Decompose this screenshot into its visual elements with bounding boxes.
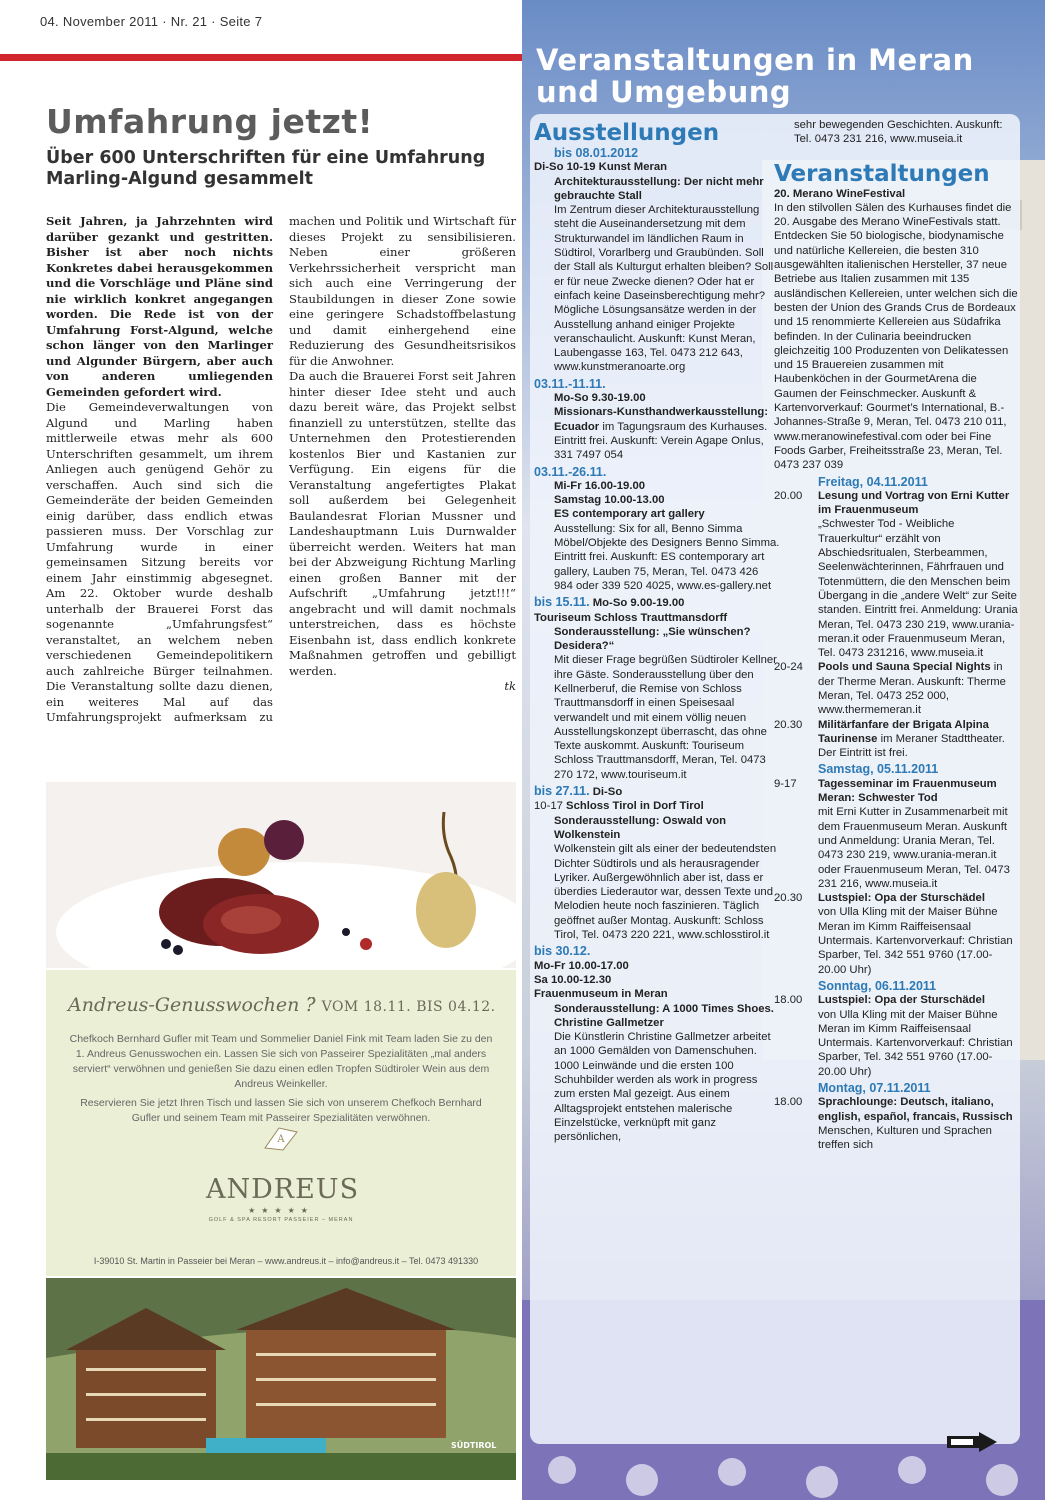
exhibition-date: bis 27.11.: [534, 784, 590, 799]
ad-tagline: GOLF & SPA RESORT PASSEIER – MERAN: [208, 1217, 354, 1223]
exhibition-place: Frauenmuseum in Meran: [534, 988, 668, 1001]
event-row: [774, 1095, 1020, 1152]
event-title: Sprachlounge: Deutsch, italiano, english, español, francais, Russisch: [818, 1096, 1013, 1123]
exhibition-date: bis 08.01.2012: [554, 146, 639, 160]
event-row: [774, 891, 1020, 977]
andreus-ad: [46, 970, 516, 1276]
event-text: In den stilvollen Sälen des Kurhauses findet die 20. Ausgabe des Merano WineFestivals statt. Entdecken Sie 50 biologische, biodynamische und natürliche Kellereien, die besten 310 ausgewählten italienischen Hersteller, 37 neue Betriebe aus Italien zusammen mit 135 ausländischen Kellereien, unter welchen sich die besten der Union des Grands Crus de Bordeaux und 15 renommierte Kellereien aus Südafrika befinden. In der Culinaria beeindrucken gleichzeitig 100 Produzenten von Delikatessen und 15 Brauereien zusammen mit Haubenköchen in der GourmetArena die Gaumen der Feinschmecker. Auskunft & Kartenvorverkauf: Gourmet’s International, B.-Johannes-Straße 9, Meran, Tel. 0473 210 011, www.meranowinefestival.com oder bei Fine Foods Garber, Freiheitsstraße 23, Meran, Tel. 0473 237 039: [774, 201, 1018, 472]
exhibition-place: Touriseum Schloss Trauttmansdorff: [534, 611, 728, 624]
article-paragraph: Die Gemeindeverwaltungen von Algund und Marling haben mittlerweile etwas mehr als 600 Unterschriften gesammelt, um ihrem Anliegen auch genügend Gehör zu verschaffen. Auch sind sich die Gemeinderäte der beiden Gemeinden einig darüber, dass endlich etwas passieren muss. Der Vorschlag zur Umfahrung wurde in einer gemeinsamen Sitzung bereits vor einem Jahr einstimmig abgesegnet. Am 22. Oktober wurde deshalb unterhalb der Brauerei Forst das sogenannte „Umfahrungsfest“ veranstaltet, an welchem neben verschiedenen Gemeindepolitikern auch zahlreiche Bürger teilnahmen. Die Veranstaltung sollte dazu dienen, ein weiteres Mal auf das Umfahrungsprojekt aufmerksam zu machen und Politik und Wirtschaft für dieses Projekt zu sensibilisieren. Neben einer größeren Verkehrssicherheit verspricht man sich auch eine Verringerung der Staubildungen in dieser Zone sowie eine geringere Schadstoffbelastung und damit einhergehend eine Reduzierung des Gesundheitsrisikos für die Anwohner.: [46, 214, 516, 724]
ad-paragraph: Chefkoch Bernhard Gufler mit Team und Sommelier Daniel Fink mit Team laden Sie zu den 1. Andreus Genusswochen ein. Lassen Sie sich von Passeirer Spezialitäten „mal anders serviert“ verwöhnen und genießen Sie dazu einen edlen Tropfen Südtiroler Wein aus dem Andreus Weinkeller.: [69, 1033, 493, 1090]
event-time: 20.30: [774, 892, 803, 905]
exhibition-item: [534, 391, 780, 462]
ad-text: [66, 1032, 496, 1126]
events-list-column: [774, 118, 1020, 1152]
ad-title-mark: ?̈: [305, 994, 322, 1016]
exhibition-time: Sa 10.00-12.30: [534, 973, 612, 986]
exhibitions-heading: Ausstellungen: [534, 120, 720, 146]
day-heading: Sonntag, 06.11.2011: [818, 978, 937, 993]
exhibition-item: [534, 595, 780, 782]
exhibition-item: [534, 784, 780, 942]
article-body: [46, 214, 516, 734]
day-heading: Freitag, 04.11.2011: [818, 474, 928, 489]
exhibition-time: Mo-So 9.00-19.00: [592, 597, 685, 610]
exhibition-text: Wolkenstein gilt als einer der bedeutendsten Dichter Südtirols und als herausragender Lyriker. Außergewöhnlich aber ist, dass er überdies Liederautor war, dessen Texte und Melodien heute noch faszinieren. Täglich geöffnet außer Montag. Auskunft: Schloss Tirol, Tel. 0473 220 221, www.schlosstirol.it: [554, 843, 777, 942]
exhibition-title: Missionars-Kunsthandwerkausstellung: Ecuador: [554, 406, 769, 433]
event-row: [774, 777, 1020, 891]
event-text: im Meraner Stadttheater. Der Eintritt ist frei.: [818, 732, 1005, 760]
exhibitions-column: [534, 120, 780, 1144]
exhibition-date: 03.11.-26.11.: [534, 464, 607, 479]
event-text: „Schwester Tod - Weibliche Trauerkultur“ erzählt von Abschiedsritualen, Sterbeammen, Seelenwächterinnen, Fährfrauen und Totenmüttern, die den Menschen beim Übergang in die „andere Welt“ zur Seite standen. Eintritt frei. Anmeldung: Urania Meran, Tel. 0473 230 219, www.urania-meran.it oder Frauenmuseum Meran, Tel. 0473 231216, www.museia.it: [818, 518, 1018, 660]
exhibition-title: Sonderausstellung: Oswald von Wolkenstein: [554, 814, 726, 841]
exhibition-time: Samstag 10.00-13.00: [554, 494, 665, 507]
event-title: Lustspiel: Opa der Sturschädel: [818, 892, 985, 905]
exhibition-text: Im Zentrum dieser Architekturausstellung steht die Auseinandersetzung mit dem Strukturwandel im ländlichen Raum in Südtirol, Vorarlberg und Graubünden. Soll der Stall als Kulturgut erhalten bleiben? Soll er für neue Zwecke dienen? Oder hat er einfach keine Daseinsberechtigung mehr? Mögliche Lösungsansätze werden in der Ausstellung anhand einiger Projekte veranschaulicht. Auskunft: Kunst Meran, Laubengasse 163, Tel. 0473 212 643, www.kunstmeranoarte.org: [554, 204, 774, 374]
logo-emblem-icon: [259, 1122, 303, 1152]
exhibition-time: Mo-So 9.30-19.00: [554, 392, 646, 405]
exhibition-text: Die Künstlerin Christine Gallmetzer arbeitet an 1000 Gemälden von Damenschuhen. 1000 Leinwände und die ersten 100 Schuhbilder werden als work in progress zum ersten Mal gezeigt. Aus einem Alltagsprojekt entstehen malerische Einzelstücke, verknüpft mit ganz persönlichen,: [554, 1031, 771, 1144]
event-time: 20-24: [774, 661, 803, 674]
event-row: [774, 993, 1020, 1079]
events-heading: Veranstaltungen: [774, 160, 990, 187]
events-title: Veranstaltungen in Meran und Umgebung: [536, 43, 974, 109]
exhibition-text: Mit dieser Frage begrüßen Südtiroler Kellner ihre Gäste. Sonderausstellung über den Kellnerberuf, die Remise von Schloss Trauttmansdorff in einen Speisesaal verwandelt und mit einem völlig neuen Ausstellungskonzept überrascht, das ohne Texte auskommt. Auskunft: Touriseum Schloss Trauttmansdorff, Meran, Tel. 0473 270 172, www.touriseum.it: [554, 654, 777, 781]
event-title: Lustspiel: Opa der Sturschädel: [818, 994, 985, 1007]
event-row: [774, 489, 1020, 661]
header-rule: [0, 54, 524, 61]
exhibition-title: Sonderausstellung: „Sie wünschen? Desidera?“: [554, 625, 751, 653]
exhibition-date: 03.11.-11.11.: [534, 376, 606, 391]
hotel-photo: [46, 1278, 516, 1480]
event-time: 20.00: [774, 489, 803, 502]
event-text: von Ulla Kling mit der Maiser Bühne Meran im Kimm Raiffeisensaal Untermais. Kartenvorverkauf: Christian Sparber, Tel. 342 551 9760 (17.00-20.00 Uhr): [818, 1008, 1013, 1078]
exhibition-time: 10-17: [534, 800, 563, 813]
exhibition-date: bis 30.12.: [534, 944, 591, 959]
exhibition-time: Di-So 10-19 Kunst Meran: [534, 161, 668, 174]
exhibition-days: Di-So: [592, 786, 623, 799]
exhibition-text: Ausstellung: Six for all, Benno Simma Möbel/Objekte des Designers Benno Simma. Eintritt frei. Auskunft: ES contemporary art gallery, Lauben 75, Meran, Tel. 0473 426 984 oder 339 520 4025, www.es-gallery.net: [554, 522, 780, 592]
day-heading: Samstag, 05.11.2011: [818, 762, 939, 777]
article-headline: Umfahrung jetzt!: [46, 102, 374, 141]
event-time: 9-17: [774, 777, 797, 790]
hotel-badge: SÜDTIROL: [451, 1441, 497, 1450]
pointing-hand-icon: [945, 1428, 1005, 1456]
food-photo: [46, 782, 516, 968]
andreus-logo: [206, 1122, 360, 1223]
left-column: [0, 0, 520, 1500]
event-time: 20.30: [774, 718, 803, 731]
ad-paragraph: Reservieren Sie jetzt Ihren Tisch und lassen Sie sich von unserem Chefkoch Bernhard Gufler und seinem Team mit Passeirer Spezialitäten verwöhnen.: [80, 1097, 482, 1124]
exhibition-item: [534, 479, 780, 593]
ad-footer: I-39010 St. Martin in Passeier bei Meran – www.andreus.it – info@andreus.it – Tel. 0473 491330: [93, 1256, 479, 1266]
event-text: von Ulla Kling mit der Maiser Bühne Meran im Kimm Raiffeisensaal Untermais. Kartenvorverkauf: Christian Sparber, Tel. 342 551 9760 (17.00-20.00 Uhr): [818, 906, 1013, 976]
article-lead: Seit Jahren, ja Jahrzehnten wird darüber gezankt und gestritten. Bisher ist aber noch nichts Konkretes dabei herausgekommen und die Vorschläge und Pläne sind nie wirklich konkret angegangen worden. Die Rede ist von der Umfahrung Forst-Algund, welche schon länger von den Marlinger und Algunder Bürgern, aber auch von anderen umliegenden Gemeinden gefordert wird.: [46, 214, 273, 399]
exhibition-title: Architekturausstellung: Der nicht mehr gebrauchte Stall: [554, 175, 764, 202]
exhibition-time: Mo-Fr 10.00-17.00: [534, 959, 629, 972]
event-time: 18.00: [774, 994, 803, 1007]
event-title: Tagesseminar im Frauenmuseum Meran: Schwester Tod: [818, 777, 997, 805]
exhibition-text: im Tagungsraum des Kurhauses. Eintritt frei. Auskunft: Verein Agape Onlus, 331 7497 054: [554, 420, 768, 462]
exhibition-time: Mi-Fr 16.00-19.00: [554, 479, 646, 492]
ad-title-date: VOM 18.11. BIS 04.12.: [321, 999, 496, 1015]
exhibition-place: Schloss Tirol in Dorf Tirol: [566, 800, 704, 813]
event-row: [774, 660, 1020, 717]
event-text: in der Therme Meran. Auskunft: Therme Meran, Tel. 0473 252 000, www.thermemeran.it: [818, 661, 1006, 717]
ad-stars: ★★★★★: [248, 1206, 314, 1215]
event-text: Menschen, Kulturen und Sprachen treffen sich: [818, 1124, 992, 1152]
exhibition-title: Sonderausstellung: A 1000 Times Shoes. Christine Gallmetzer: [554, 1002, 774, 1029]
ad-title: [68, 994, 496, 1016]
exhibition-item: [534, 959, 780, 1145]
event-title: Militärfanfare der Brigata Alpina Taurinense: [818, 718, 989, 745]
article-author: tk: [504, 679, 516, 693]
events-column: [522, 0, 1045, 1500]
page-header: 04. November 2011 · Nr. 21 · Seite 7: [40, 14, 263, 29]
event-title: Pools und Sauna Special Nights: [818, 661, 991, 674]
event-row: [774, 718, 1020, 761]
exhibition-title: ES contemporary art gallery: [554, 508, 705, 521]
article-paragraph: Da auch die Brauerei Forst seit Jahren hinter dieser Idee steht und auch dazu bereit wäre, das Projekt selbst finanziell zu unterstützen, stellte das Unternehmen den Protestierenden kostenlos Bier und Kastanien zur Verfügung. Ein eigens für die Veranstaltung angefertigtes Plakat soll außerdem bei Gelegenheit Baulandesrat Florian Mussner und Landeshauptmann Luis Durnwalder überreicht werden. Weiters hat man bei der Abzweigung Richtung Marling einen großen Banner mit der Aufschrift „Umfahrung jetzt!!!“ angebracht und will damit nochmals unterstreichen, dass es höchste Eisenbahn ist, dass endlich konkrete Maßnahmen getroffen und gebilligt werden.: [289, 369, 516, 678]
exhibition-date: bis 15.11.: [534, 595, 590, 610]
exhibition-continuation: sehr bewegenden Geschichten. Auskunft: Tel. 0473 231 216, www.museia.it: [794, 119, 1003, 146]
day-heading: Montag, 07.11.2011: [818, 1081, 931, 1095]
event-text: mit Erni Kutter in Zusammenarbeit mit dem Frauenmuseum Meran. Auskunft und Anmeldung: Urania Meran, Tel. 0473 230 219, www.urania-meran.it oder Frauenmuseum Meran, Tel. 0473 231 216, www.museia.it: [818, 806, 1010, 890]
exhibition-item: [534, 175, 780, 375]
article-subheadline: Über 600 Unterschriften für eine Umfahrung Marling-Algund gesammelt: [46, 148, 486, 189]
ad-brand: ANDREUS: [206, 1174, 360, 1205]
event-title: Lesung und Vortrag von Erni Kutter im Frauenmuseum: [818, 489, 1010, 517]
event-time: 18.00: [774, 1096, 803, 1109]
svg-text:A: A: [277, 1134, 285, 1145]
event-title: 20. Merano WineFestival: [774, 187, 906, 200]
ad-title-text: Andreus-Genusswochen: [68, 994, 300, 1016]
